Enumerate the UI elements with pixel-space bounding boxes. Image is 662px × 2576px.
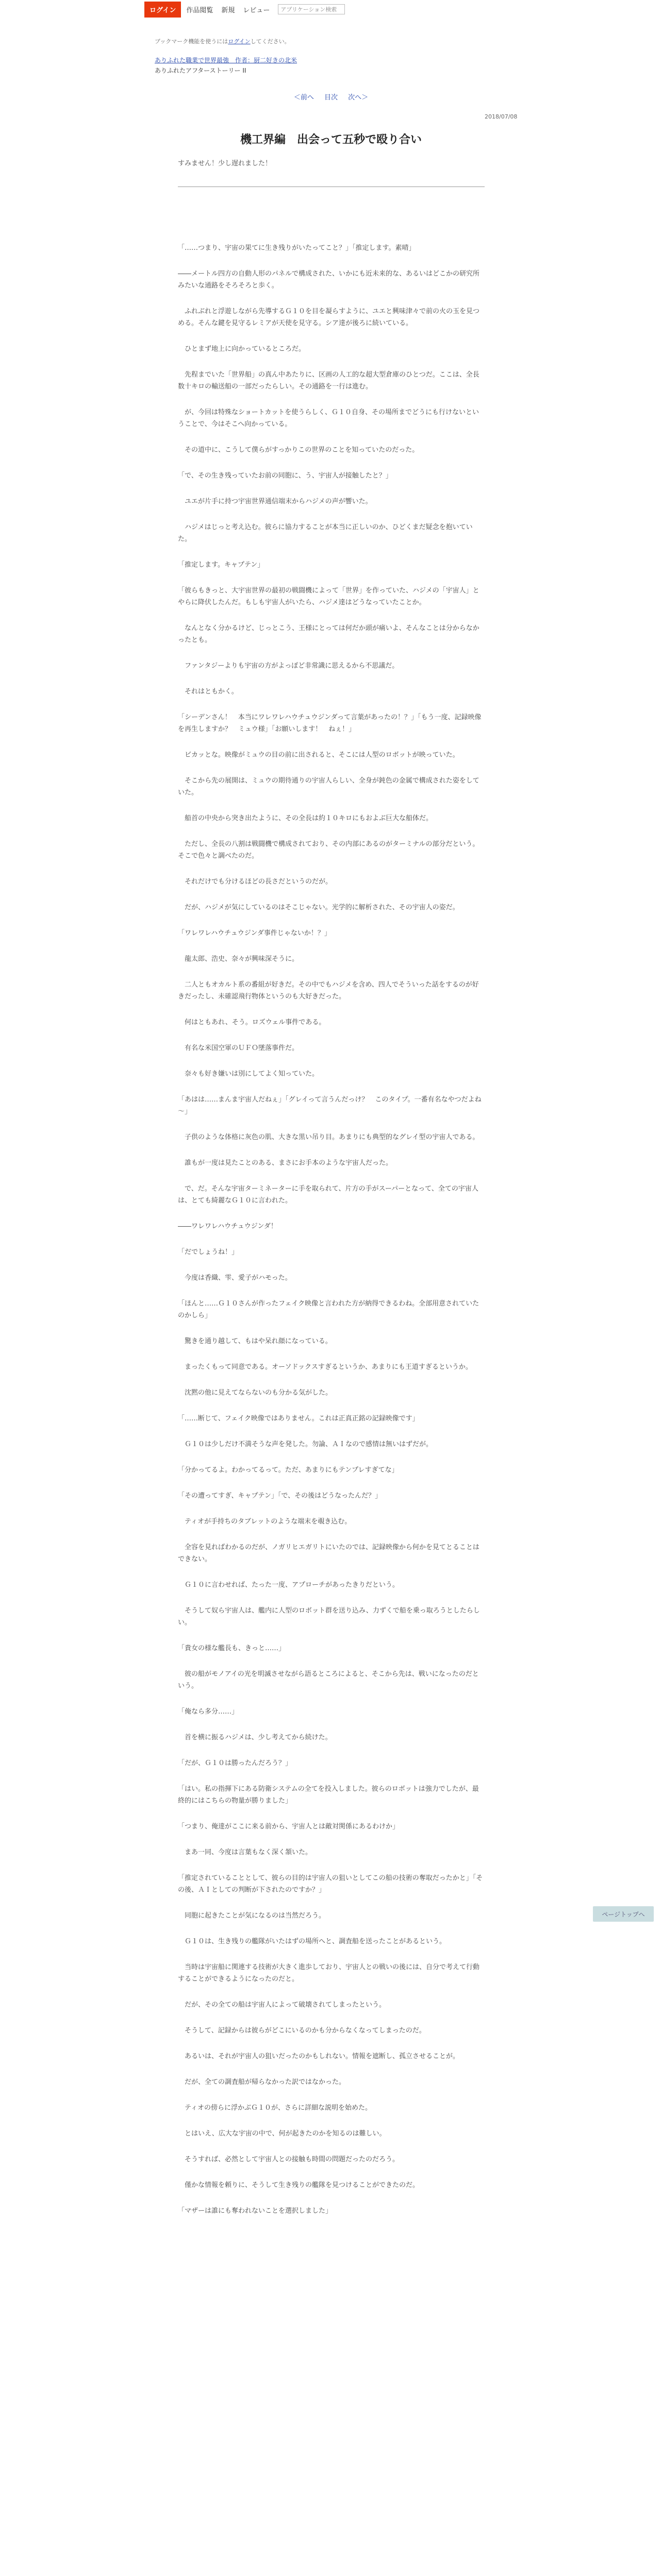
body-paragraph: ひとまず地上に向かっているところだ。	[185, 345, 306, 353]
body-paragraph: 「その遭ってすぎ、キャプテン」「で、その後はどうなったんだ？」	[178, 1492, 382, 1500]
body-paragraph: ただし、全長の八割は戦闘機で構成されており、その内部にあるのがターミナルの部分だという。そこで色々と調べたのだ。	[178, 840, 479, 860]
notice-prefix: ブックマーク機能を使うには	[155, 38, 228, 45]
series-title-link[interactable]: ありふれた職業で世界最強 作者：厨二好きの北米	[155, 57, 297, 64]
next-link[interactable]: 次へ＞	[348, 94, 369, 101]
body-paragraph: Ｇ１０は、生き残りの艦隊がいたはずの場所へと、調査船を送ったことがあるという。	[185, 1938, 446, 1945]
body-paragraph: ――メートル四方の自動人形のパネルで構成された、いかにも近未来的な、あるいはどこかの研究所みたいな通路をそろそろと歩く。	[178, 270, 480, 290]
body-paragraph: 先程までいた「世界船」の真ん中あたりに、区画の人工的な超大型倉庫のひとつだ。ここは、全長数十キロの輸送船の一部だったらしい。その通路を一行は進む。	[178, 371, 479, 391]
nav-item-review[interactable]: レビュー	[243, 6, 270, 14]
body-paragraph: だが、全ての調査船が帰らなかった訳ではなかった。	[185, 2078, 346, 2086]
body-paragraph: その道中に、こうして僕らがすっかりこの世界のことを知っていたのだった。	[185, 446, 419, 454]
body-paragraph: だが、その全ての船は宇宙人によって破壊されてしまったという。	[185, 2001, 386, 2009]
body-paragraph: ビカッとな。映像がミュウの目の前に出されると、そこには人型のロボットが映っていた。	[185, 751, 459, 759]
body-paragraph: 僅かな情報を頼りに、そうして生き残りの艦隊を見つけることができたのだ。	[185, 2181, 420, 2189]
body-paragraph: そうすれば、必然として宇宙人との接触も時間の問題だったのだろう。	[185, 2156, 400, 2163]
body-paragraph: ふれぶれと浮遊しながら先導するＧ１０を目を凝らすように、ユエと興味津々で前の火の玉を見つめる。そんな鍵を見守るレミアが天使を見守る。シア達が後ろに続いている。	[178, 308, 480, 327]
body-paragraph: 「貴女の様な艦長も、きっと……」	[178, 1645, 286, 1652]
body-paragraph: 「ワレワレハウチュウジンダ事件じゃないか！？」	[178, 929, 331, 937]
episode-title: 機工界編 出会って五秒で殴り合い	[240, 133, 422, 146]
body-paragraph: 「ほんと……Ｇ１０さんが作ったフェイク映像と言われた方が納得できるわね。全部用意されていたのかしら」	[178, 1300, 479, 1319]
body-paragraph: で、だ。そんな宇宙ターミネーターに手を取られて、片方の手がスーパーとなって、全ての宇宙人は、とても綺麗なＧ１０に言われた。	[178, 1185, 478, 1205]
nav-item-browse[interactable]: 作品閲覧	[186, 6, 213, 14]
body-paragraph: なんとなく分かるけど、じっとこう、王様にとっては何だか頭が痛いよ、そんなことは分からなかったとも。	[178, 624, 479, 644]
top-nav	[144, 0, 345, 19]
body-paragraph: それだけでも分けるほどの長さだというのだが。	[185, 878, 333, 886]
body-paragraph: 「だが、Ｇ１０は勝ったんだろう？」	[178, 1759, 292, 1767]
body-paragraph: まあ一同、今度は言葉もなく深く頷いた。	[185, 1849, 312, 1856]
body-paragraph: 二人ともオカルト系の番組が好きだ。その中でもハジメを含め、四人でそういった話をするのが好きだったし、未確認飛行物体というのも大好きだった。	[178, 981, 479, 1001]
body-paragraph: 船首の中央から突き出たように、その全長は約１０キロにもおよぶ巨大な船体だ。	[185, 815, 433, 822]
body-paragraph: だが、ハジメが気にしているのはそこじゃない。光学的に解析された、その宇宙人の姿だ。	[185, 904, 459, 911]
body-paragraph: 誰もが一度は見たことのある、まさにお手本のような宇宙人だった。	[185, 1159, 393, 1167]
body-paragraph: そうして奴ら宇宙人は、艦内に人型のロボット群を送り込み、力ずくで船を乗っ取ろうとしたらしい。	[178, 1607, 480, 1626]
body-paragraph: 彼の船がモノアイの光を明滅させながら語るところによると、そこから先は、戦いになったのだという。	[178, 1670, 479, 1690]
body-paragraph: 「あはは……まんま宇宙人だねぇ」「グレイって言うんだっけ？ このタイプ。一番有名なやつだよね～」	[178, 1096, 482, 1115]
body-paragraph: 「推定されていることとして、彼らの目的は宇宙人の狙いとしてこの船の技術の奪取だったかと」「その後、ＡＩとしての判断が下されたのですか？」	[178, 1874, 483, 1894]
body-paragraph: が、今回は特殊なショートカットを使うらしく、Ｇ１０自身、その場所までどうにも行けないということで、今はそこへ向かっている。	[178, 409, 479, 428]
body-paragraph: ティオが手持ちのタブレットのような端末を覗き込む。	[185, 1518, 352, 1526]
body-paragraph: 「マザーは誰にも奪われないことを選択しました」	[178, 2207, 333, 2215]
novel-body	[178, 242, 485, 2231]
body-paragraph: 「……断じて、フェイク映像ではありません。これは正真正銘の記録映像です」	[178, 1415, 419, 1422]
body-paragraph: そこから先の展開は、ミュウの期待通りの宇宙人らしい、全身が鈍色の金属で構成された姿をしていた。	[178, 777, 479, 796]
page-top-button[interactable]: ページトップへ	[593, 1906, 654, 1922]
pager	[0, 92, 662, 101]
body-paragraph: 当時は宇宙船に関連する技術が大きく進歩しており、宇宙人との戦いの後には、自分で考えて行動することができるようになったのだと。	[178, 1963, 480, 1983]
body-paragraph: 何はともあれ、そう。ロズウェル事件である。	[185, 1019, 326, 1026]
prev-link[interactable]: ＜前へ	[293, 94, 314, 101]
body-paragraph: 沈黙の他に見えてならないのも分かる気がした。	[185, 1389, 333, 1397]
body-paragraph: 有名な米国空軍のＵＦＯ墜落事件だ。	[185, 1044, 299, 1052]
body-paragraph: まったくもって同意である。オーソドックスすぎるというか、あまりにも王道すぎるというか。	[185, 1363, 472, 1371]
body-paragraph: ティオの傍らに浮かぶＧ１０が、さらに詳細な説明を始めた。	[185, 2104, 372, 2112]
publish-date: 2018/07/08	[485, 113, 518, 120]
sub-title: ありふれたアフターストーリー II	[155, 67, 246, 74]
body-paragraph: 今度は香織、雫、愛子がハモった。	[185, 1274, 292, 1282]
nav-item-new[interactable]: 新規	[221, 6, 235, 14]
body-paragraph: 「分かってるよ。わかってるって。ただ、あまりにもテンプレすぎてな」	[178, 1466, 399, 1474]
body-paragraph: ハジメはじっと考え込む。彼らに協力することが本当に正しいのか、ひどくまだ疑念を抱いていた。	[178, 523, 473, 543]
body-paragraph: あるいは、それが宇宙人の狙いだったのかもしれない。情報を遮断し、孤立させることが。	[185, 2053, 460, 2060]
body-paragraph: Ｇ１０は少しだけ不満そうな声を発した。勿論、ＡＩなので感情は無いはずだが。	[185, 1440, 433, 1448]
body-paragraph: 全容を見ればわかるのだが、ノガリヒエガリトにいたのでは、記録映像から何かを見てとることはできない。	[178, 1544, 479, 1563]
body-paragraph: 首を横に振るハジメは、少し考えてから続けた。	[185, 1734, 332, 1741]
body-paragraph: Ｇ１０に言わせれば、たった一度、アプローチがあったきりだという。	[185, 1581, 399, 1589]
body-paragraph: 「つまり、俺達がここに来る前から、宇宙人とは敵対関係にあるわけか」	[178, 1823, 400, 1831]
notice-login-link[interactable]: ログイン	[228, 38, 251, 45]
notice-suffix: してください。	[250, 38, 290, 45]
body-paragraph: 同胞に起きたことが気になるのは当然だろう。	[185, 1912, 326, 1920]
body-paragraph: それはともかく。	[185, 688, 238, 696]
body-paragraph: 驚きを通り越して、もはや呆れ顔になっている。	[185, 1337, 332, 1345]
search-input[interactable]: アプリケーション検索	[278, 4, 345, 14]
body-paragraph: とはいえ、広大な宇宙の中で、何が起きたのかを知るのは難しい。	[185, 2130, 386, 2138]
body-paragraph: 「はい。私の指揮下にある防衛システムの全てを投入しました。彼らのロボットは強力でしたが、最終的にはこちらの物量が勝りました」	[178, 1785, 479, 1805]
toc-link[interactable]: 目次	[324, 94, 338, 101]
body-paragraph: 「だでしょうね！」	[178, 1248, 239, 1256]
body-paragraph: 「シーデンさん！ 本当にワレワレハウチュウジンダって言葉があったの！？」「もう一度、記録映像を再生しますか？ ミュウ様」「お願いします！ ねぇ！」	[178, 714, 482, 733]
body-paragraph: 子供のような体格に灰色の肌、大きな黒い吊り目。あまりにも典型的なグレイ型の宇宙人である。	[185, 1133, 479, 1141]
login-button[interactable]: ログイン	[144, 2, 181, 18]
body-paragraph: ファンタジーよりも宇宙の方がよっぽど非常識に思えるから不思議だ。	[185, 662, 399, 670]
body-paragraph: 奈々も好き嫌いは別にしてよく知っていた。	[185, 1070, 319, 1078]
bookmark-notice	[155, 37, 290, 45]
body-paragraph: ユエが片手に持つ宇宙世界通信端末からハジメの声が響いた。	[185, 498, 372, 505]
body-paragraph: 龍太郎、浩史、奈々が興味深そうに。	[185, 955, 299, 963]
body-paragraph: 「推定します。キャプテン」	[178, 561, 264, 569]
body-paragraph: 「彼らもきっと、大宇宙世界の最初の戦闘機によって「世界」を作っていた、ハジメの「宇宙人」とやらに降伏したんだ。もしも宇宙人がいたら、ハジメ達はどうなっていたことか。	[178, 587, 479, 606]
body-paragraph: そうして、記録からは彼らがどこにいるのかも分からなくなってしまったのだ。	[185, 2027, 426, 2035]
body-paragraph: 「俺なら多分……」	[178, 1708, 239, 1716]
body-paragraph: ――ワレワレハウチュウジンダ！	[178, 1223, 277, 1230]
preface-text: すみません！少し遅れました！	[178, 160, 272, 167]
body-paragraph: 「で、その生き残っていたお前の同胞に、う、宇宙人が接触したと？」	[178, 472, 392, 480]
body-paragraph: 「……つまり、宇宙の果てに生き残りがいたってこと？」「推定します。素晴」	[178, 244, 416, 252]
